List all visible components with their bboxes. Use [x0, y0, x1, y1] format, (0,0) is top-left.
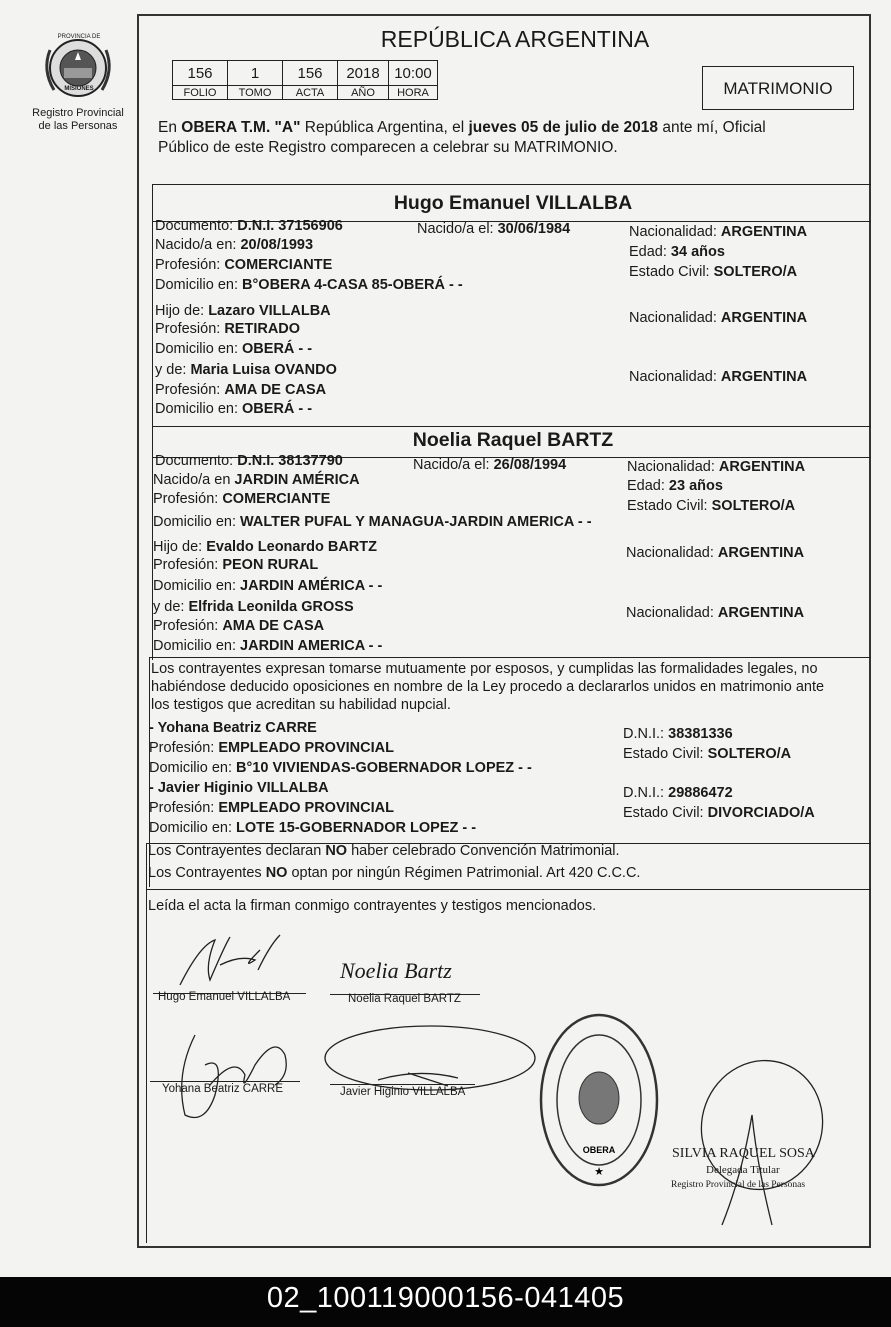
- groom-mother-profession: Profesión: AMA DE CASA: [155, 382, 327, 398]
- intro-date: jueves 05 de julio de 2018: [468, 119, 659, 136]
- declaration-line-1: Los contrayentes expresan tomarse mutuamente por esposos, y cumplidas las formalidades legales, no: [151, 661, 818, 677]
- hora-label: HORA: [389, 86, 438, 100]
- groom-profession: Profesión: COMERCIANTE: [155, 257, 333, 273]
- note-convention: Los Contrayentes declaran NO haber celebrado Convención Matrimonial.: [148, 843, 620, 859]
- divider: [152, 184, 871, 185]
- page-title: REPÚBLICA ARGENTINA: [380, 26, 650, 52]
- witness1-dni: D.N.I.: 38381336: [623, 726, 733, 742]
- bride-civil-status: Estado Civil: SOLTERO/A: [627, 498, 796, 514]
- witness1-name: - Yohana Beatriz CARRE: [149, 720, 317, 736]
- seal-bottom-text: MISIONES: [64, 86, 94, 92]
- official-signature-icon: [692, 1055, 832, 1235]
- groom-name: Hugo Emanuel VILLALBA: [393, 192, 633, 214]
- witness1-address: Domicilio en: B°10 VIVIENDAS-GOBERNADOR LOPEZ - -: [149, 760, 532, 776]
- folio-value: 156: [173, 61, 228, 86]
- folio-label: FOLIO: [173, 86, 228, 100]
- groom-father-nationality: Nacionalidad: ARGENTINA: [629, 310, 808, 326]
- witness2-address: Domicilio en: LOTE 15-GOBERNADOR LOPEZ - -: [149, 820, 477, 836]
- groom-document: Documento: D.N.I. 37156906: [155, 218, 343, 234]
- witness2-profession: Profesión: EMPLEADO PROVINCIAL: [149, 800, 394, 816]
- registry-logo: [28, 30, 128, 133]
- groom-age: Edad: 34 años: [629, 244, 725, 260]
- groom-birth-place: Nacido/a en: 20/08/1993: [155, 237, 314, 253]
- witness1-civil-status: Estado Civil: SOLTERO/A: [623, 746, 792, 762]
- document-type-box: MATRIMONIO: [702, 66, 854, 110]
- intro-line-2: Público de este Registro comparecen a celebrar su MATRIMONIO.: [158, 139, 618, 156]
- declaration-line-2: habiéndose deducido oposiciones en nombre de la Ley procedo a declararlos unidos en matrimonio ante: [151, 679, 825, 695]
- official-name: SILVIA RAQUEL SOSA: [672, 1146, 815, 1161]
- declaration-line-3: los testigos que acreditan su habilidad nupcial.: [151, 697, 451, 713]
- official-organization: Registro Provincial de las Personas: [671, 1180, 806, 1190]
- witness2-signature-name: Javier Higinio VILLALBA: [340, 1086, 466, 1098]
- divider: [150, 657, 871, 658]
- org-name-line1: Registro Provincial: [32, 107, 124, 119]
- ano-value: 2018: [338, 61, 389, 86]
- bride-profession: Profesión: COMERCIANTE: [153, 491, 331, 507]
- bride-address: Domicilio en: WALTER PUFAL Y MANAGUA-JARDIN AMERICA - -: [153, 514, 592, 530]
- svg-text:★: ★: [594, 1166, 604, 1178]
- witness1-signature-name: Yohana Beatriz CARRE: [162, 1083, 284, 1095]
- divider: [146, 843, 147, 1243]
- witness1-profession: Profesión: EMPLEADO PROVINCIAL: [149, 740, 394, 756]
- groom-father-address: Domicilio en: OBERÁ - -: [155, 341, 313, 357]
- groom-mother-nationality: Nacionalidad: ARGENTINA: [629, 369, 808, 385]
- bride-signature-name: Noelia Raquel BARTZ: [348, 993, 461, 1005]
- bride-age: Edad: 23 años: [627, 478, 723, 494]
- seal-top-text: PROVINCIA DE: [57, 34, 101, 40]
- record-header-table: [172, 60, 438, 100]
- acta-value: 156: [283, 61, 338, 86]
- intro-line-1: En OBERA T.M. "A" República Argentina, el jueves 05 de julio de 2018 ante mí, Oficial: [158, 119, 766, 136]
- witness1-signature-icon: [165, 1015, 305, 1135]
- groom-mother: y de: Maria Luisa OVANDO: [155, 362, 337, 378]
- bride-handwritten-signature: Noelia Bartz: [340, 958, 452, 983]
- groom-father: Hijo de: Lazaro VILLALBA: [155, 303, 331, 319]
- bride-birth-date: Nacido/a el: 26/08/1994: [413, 457, 567, 473]
- groom-civil-status: Estado Civil: SOLTERO/A: [629, 264, 798, 280]
- bride-mother-nationality: Nacionalidad: ARGENTINA: [626, 605, 805, 621]
- groom-signature-name: Hugo Emanuel VILLALBA: [158, 991, 291, 1003]
- bride-father-profession: Profesión: PEON RURAL: [153, 557, 319, 573]
- official-role: Delegada Titular: [706, 1164, 780, 1176]
- ano-label: AÑO: [338, 86, 389, 100]
- note-regime: Los Contrayentes NO optan por ningún Régimen Patrimonial. Art 420 C.C.C.: [148, 865, 641, 881]
- bride-name: Noelia Raquel BARTZ: [412, 429, 614, 451]
- divider: [146, 889, 871, 890]
- witness2-civil-status: Estado Civil: DIVORCIADO/A: [623, 805, 815, 821]
- bride-mother-address: Domicilio en: JARDIN AMERICA - -: [153, 638, 383, 654]
- closing-text: Leída el acta la firman conmigo contrayentes y testigos mencionados.: [148, 898, 597, 914]
- stamp-city: OBERA: [582, 1145, 616, 1155]
- org-name-line2: de las Personas: [38, 120, 118, 132]
- groom-nationality: Nacionalidad: ARGENTINA: [629, 224, 808, 240]
- hora-value: 10:00: [389, 61, 438, 86]
- bride-document: Documento: D.N.I. 38137790: [155, 453, 343, 469]
- bride-father: Hijo de: Evaldo Leonardo BARTZ: [153, 539, 377, 555]
- signature-line: [330, 1084, 475, 1085]
- bride-father-address: Domicilio en: JARDIN AMÉRICA - -: [153, 578, 383, 594]
- witness2-dni: D.N.I.: 29886472: [623, 785, 733, 801]
- bride-nationality: Nacionalidad: ARGENTINA: [627, 459, 806, 475]
- acta-label: ACTA: [283, 86, 338, 100]
- bride-mother-profession: Profesión: AMA DE CASA: [153, 618, 325, 634]
- groom-birth-date: Nacido/a el: 30/06/1984: [417, 221, 571, 237]
- bride-birth-place: Nacido/a en JARDIN AMÉRICA: [153, 472, 360, 488]
- groom-address: Domicilio en: B°OBERA 4-CASA 85-OBERÁ - -: [155, 277, 463, 293]
- divider: [152, 426, 871, 427]
- intro-place: OBERA T.M. "A": [181, 119, 301, 136]
- bride-father-nationality: Nacionalidad: ARGENTINA: [626, 545, 805, 561]
- registry-stamp-icon: [536, 1010, 662, 1190]
- groom-signature-icon: [170, 925, 290, 995]
- groom-father-profession: Profesión: RETIRADO: [155, 321, 301, 337]
- bride-mother: y de: Elfrida Leonilda GROSS: [153, 599, 354, 615]
- tomo-label: TOMO: [228, 86, 283, 100]
- signature-line: [150, 1081, 300, 1082]
- scan-id-footer: 02_100119000156-041405: [0, 1277, 891, 1327]
- witness2-name: - Javier Higinio VILLALBA: [149, 780, 329, 796]
- groom-mother-address: Domicilio en: OBERÁ - -: [155, 401, 313, 417]
- tomo-value: 1: [228, 61, 283, 86]
